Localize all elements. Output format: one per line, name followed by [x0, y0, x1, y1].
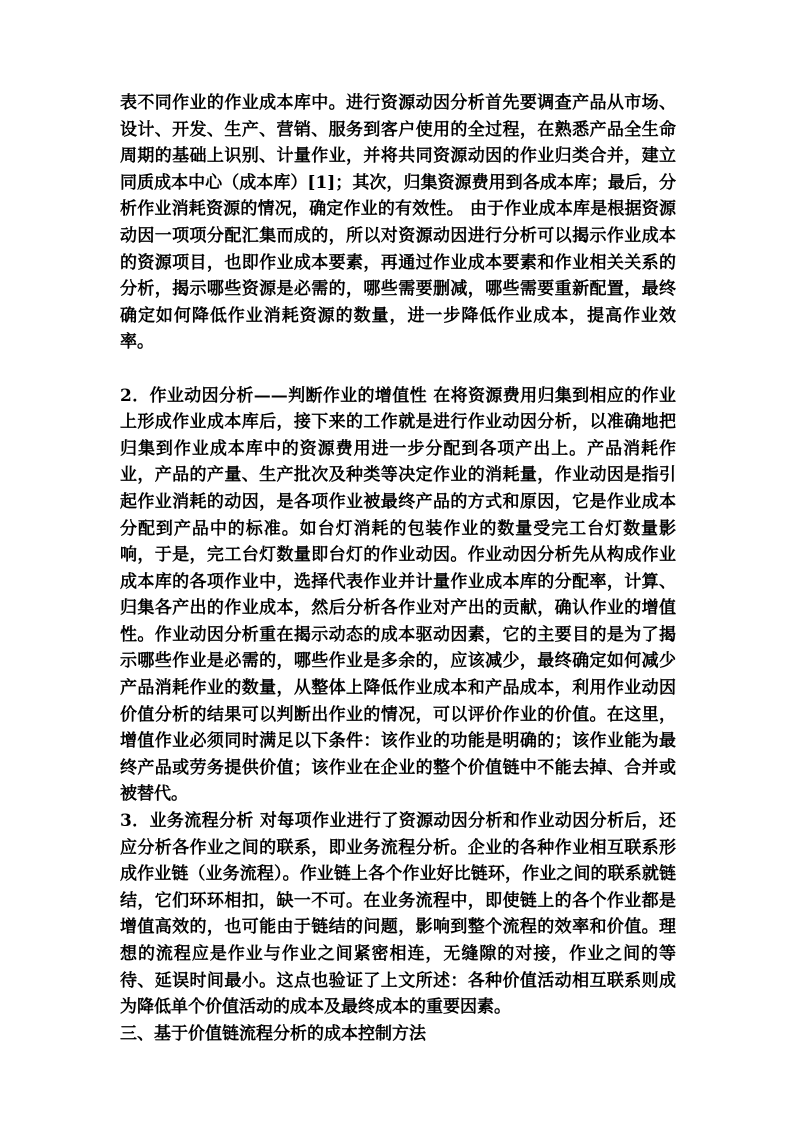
section-heading: 三、基于价值链流程分析的成本控制方法 — [120, 1023, 426, 1044]
paragraph-spacer — [120, 356, 676, 383]
paragraph-resource-driver: 表不同作业的作业成本库中。进行资源动因分析首先要调查产品从市场、设计、开发、生产、营销、服务到客户使用的全过程，在熟悉产品全生命周期的基础上识别、计量作业，并将共同资源动因的作业归类合并，建立同质成本中心（成本库）[1]；其次，归集资源费用到各成本库；最后，分析作业消耗资源的情况，确定作业的有效性。 由于作业成本库是根据资源动因一项项分配汇集而成的，所以对资源动因进行分析可以揭示作业成本的资源项目，也即作业成本要素，再通过作业成本要素和作业相关关系的分析，揭示哪些资源是必需的，哪些需要删减，哪些需要重新配置，最终确定如何降低作业消耗资源的数量，进一步降低作业成本，提高作业效率。 — [120, 93, 676, 353]
document-body — [120, 90, 676, 1047]
paragraph-business-process: 3．业务流程分析 对每项作业进行了资源动因分析和作业动因分析后，还应分析各作业之间的联系，即业务流程分析。企业的各种作业相互联系形成作业链（业务流程）。作业链上各个作业好比链环，作业之间的联系就链结，它们环环相扣，缺一不可。在业务流程中，即使链上的各个作业都是增值高效的，也可能由于链结的问题，影响到整个流程的效率和价值。理想的流程应是作业与作业之间紧密相连，无缝隙的对接，作业之间的等待、延误时间最小。这点也验证了上文所述：各种价值活动相互联系则成为降低单个价值活动的成本及最终成本的重要因素。 — [120, 811, 676, 1018]
paragraph-activity-driver: 2．作业动因分析——判断作业的增值性 在将资源费用归集到相应的作业上形成作业成本库后，接下来的工作就是进行作业动因分析，以准确地把归集到作业成本库中的资源费用进一步分配到各项产出上。产品消耗作业，产品的产量、生产批次及种类等决定作业的消耗量，作业动因是指引起作业消耗的动因，是各项作业被最终产品的方式和原因，它是作业成本分配到产品中的标准。如台灯消耗的包装作业的数量受完工台灯数量影响，于是，完工台灯数量即台灯的作业动因。作业动因分析先从构成作业成本库的各项作业中，选择代表作业并计量作业成本库的分配率，计算、归集各产出的作业成本，然后分析各作业对产出的贡献，确认作业的增值性。作业动因分析重在揭示动态的成本驱动因素，它的主要目的是为了揭示哪些作业是必需的，哪些作业是多余的，应该减少，最终确定如何减少产品消耗作业的数量，从整体上降低作业成本和产品成本，利用作业动因价值分析的结果可以判断出作业的情况，可以评价作业的价值。在这里，增值作业必须同时满足以下条件：该作业的功能是明确的；该作业能为最终产品或劳务提供价值；该作业在企业的整个价值链中不能去掉、合并或被替代。 — [120, 385, 676, 805]
